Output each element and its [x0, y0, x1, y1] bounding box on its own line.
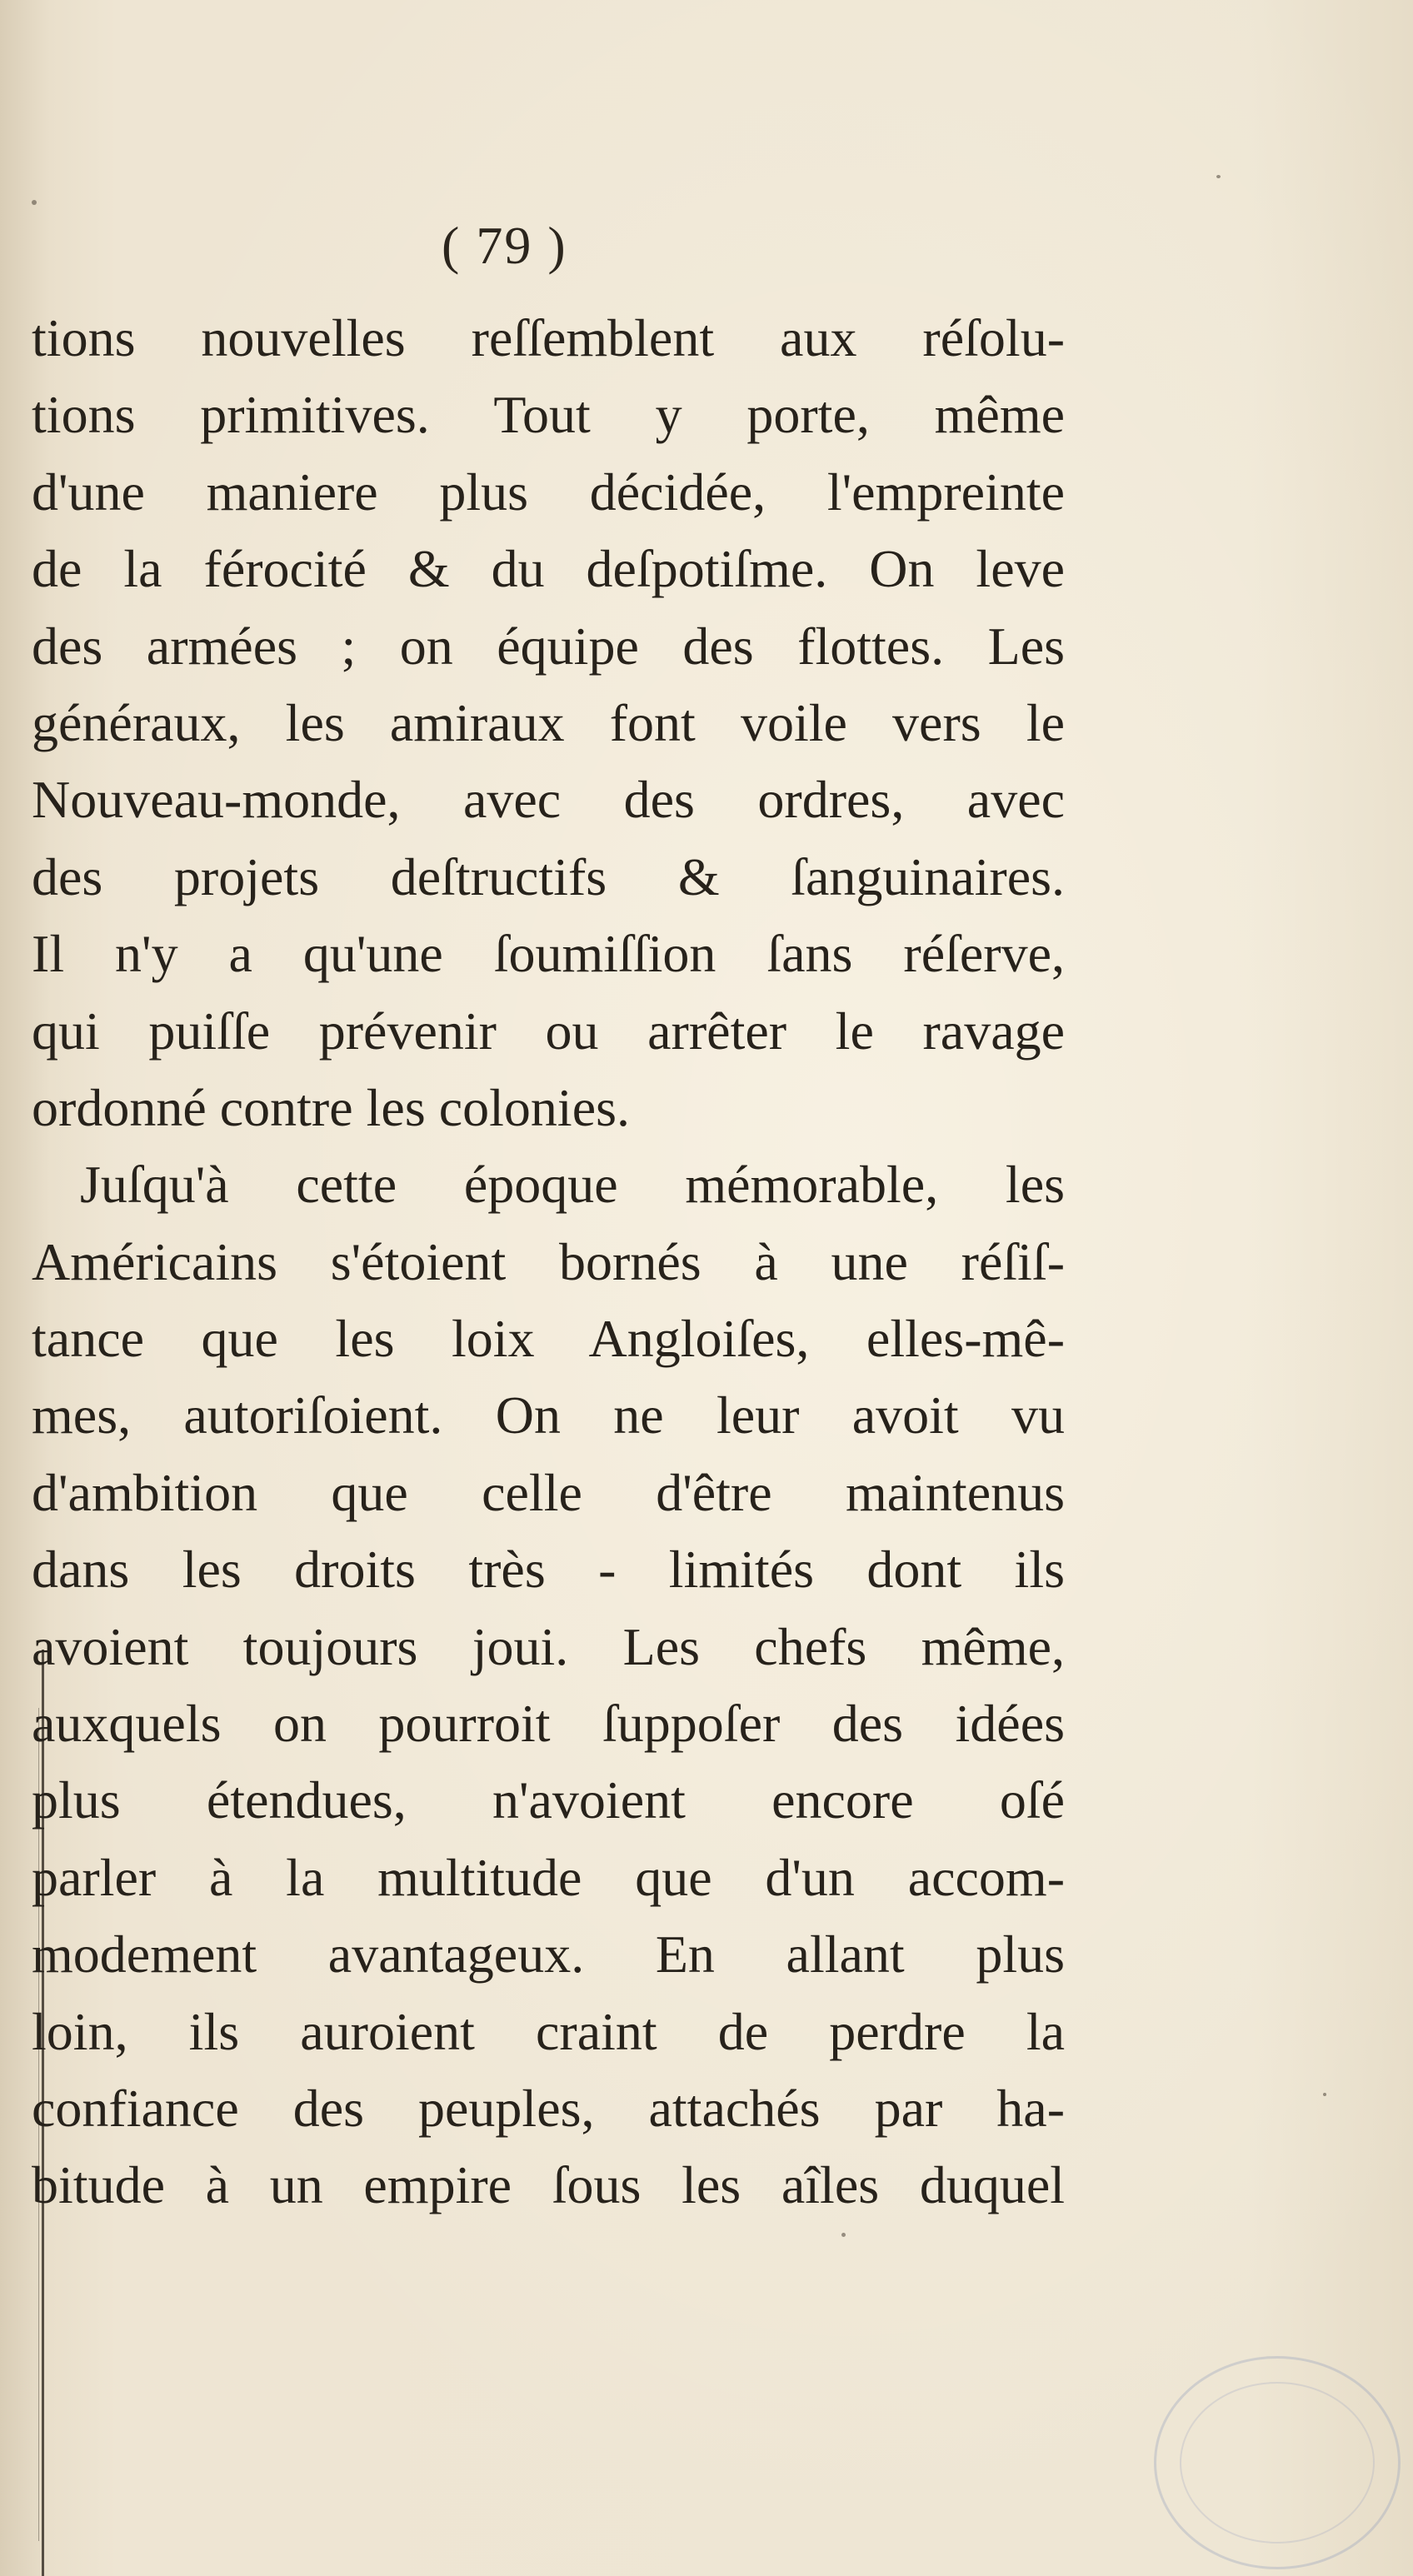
text-line: loin, ils auroient craint de perdre la: [32, 2001, 1065, 2061]
text-line: d'ambition que celle d'être maintenus: [32, 1462, 1065, 1522]
text-line: tions primitives. Tout y porte, même: [32, 385, 1065, 445]
text-line: parler à la multitude que d'un accom-: [32, 1847, 1065, 1907]
text-line: confiance des peuples, attachés par ha-: [32, 2078, 1065, 2138]
library-stamp-inner-ring: [1180, 2382, 1375, 2544]
text-line: plus étendues, n'avoient encore oſé: [32, 1770, 1065, 1830]
text-line: mes, autoriſoient. On ne leur avoit vu: [32, 1385, 1065, 1445]
text-line: avoient toujours joui. Les chefs même,: [32, 1616, 1065, 1676]
text-line: des armées ; on équipe des flottes. Les: [32, 616, 1065, 676]
text-line: bitude à un empire ſous les aîles duquel: [32, 2155, 1065, 2215]
paper-speck: [32, 200, 37, 205]
page-number: ( 79 ): [442, 216, 567, 275]
text-line: ordonné contre les colonies.: [32, 1077, 630, 1137]
text-line: tance que les loix Angloiſes, elles-mê-: [32, 1309, 1065, 1369]
text-line: de la férocité & du deſpotiſme. On leve: [32, 539, 1065, 599]
text-line: tions nouvelles reſſemblent aux réſolu-: [32, 308, 1065, 367]
text-line: d'une maniere plus décidée, l'empreinte: [32, 462, 1065, 522]
body-text: [32, 300, 1065, 2224]
text-line: auxquels on pourroit ſuppoſer des idées: [32, 1694, 1065, 1754]
text-line: généraux, les amiraux font voile vers le: [32, 692, 1065, 752]
library-stamp: [1154, 2356, 1401, 2569]
paper-speck: [1216, 175, 1221, 178]
paper-speck: [1323, 2093, 1326, 2096]
text-line: Il n'y a qu'une ſoumiſſion ſans réſerve,: [32, 924, 1065, 984]
text-line: Américains s'étoient bornés à une réſiſ-: [32, 1231, 1065, 1291]
text-line: des projets deſtructifs & ſanguinaires.: [32, 846, 1065, 906]
text-line: Juſqu'à cette époque mémorable, les: [80, 1155, 1065, 1215]
text-line: modement avantageux. En allant plus: [32, 1925, 1065, 1984]
paper-speck: [841, 2233, 846, 2237]
text-line: Nouveau-monde, avec des ordres, avec: [32, 770, 1065, 830]
text-line: dans les droits très - limités dont ils: [32, 1540, 1065, 1600]
text-line: qui puiſſe prévenir ou arrêter le ravage: [32, 1001, 1065, 1061]
